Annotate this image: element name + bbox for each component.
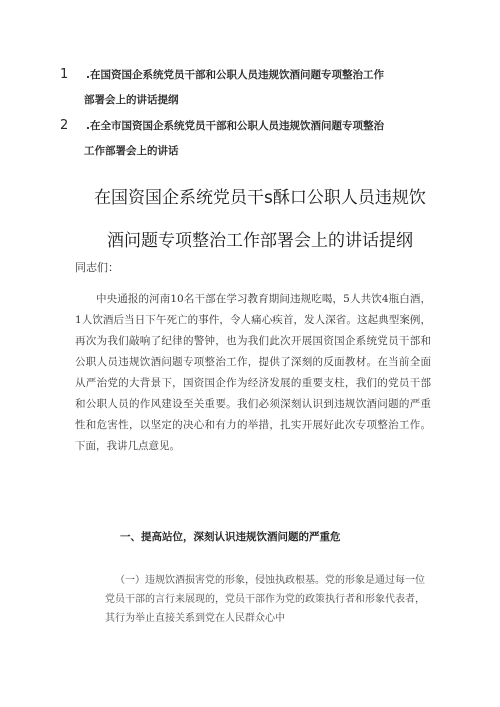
body-text bbox=[75, 289, 431, 457]
section-heading: 一、提高站位，深刻认识违规饮酒问题的严重危 bbox=[120, 531, 341, 543]
toc-number: 2 bbox=[60, 118, 69, 133]
document-title bbox=[70, 177, 450, 263]
toc-number: 1 bbox=[60, 67, 69, 82]
toc-line-continued: 部署会上的讲话提纲 bbox=[84, 94, 179, 106]
toc-line: .在国资国企系统党员干部和公职人员违规饮酒问题专项整治工作 bbox=[86, 69, 384, 81]
toc-line: .在全市国资国企系统党员干部和公职人员违规饮酒问题专项整治 bbox=[86, 120, 384, 132]
title-line-2: 酒问题专项整治工作部署会上的讲话提纲 bbox=[107, 231, 413, 251]
toc-line-continued: 工作部署会上的讲话 bbox=[84, 145, 179, 157]
subsection-paragraph: （一）违规饮酒损害党的形象，侵蚀执政根基。党的形象是通过每一位党员干部的言行来展现的，党员干部作为党的政策执行者和形象代表者，其行为举止直接关系到党在人民群众心中 bbox=[105, 575, 425, 624]
subsection-text bbox=[105, 571, 425, 628]
body-paragraph: 中央通报的河南10名干部在学习教育期间违规吃喝，5人共饮4瓶白酒，1人饮酒后当日下午死亡的事件，令人痛心疾首，发人深省。这起典型案例，再次为我们敲响了纪律的警钟，也为我们此次开展国资国企系统党员干部和公职人员违规饮酒问题专项整治工作，提供了深刻的反面教材。在当前全面从严治党的大背景下，国资国企作为经济发展的重要支柱，我们的党员干部和公职人员的作风建设至关重要。我们必须深刻认识到违规饮酒问题的严重性和危害性，以坚定的决心和有力的举措，扎实开展好此次专项整治工作。下面，我讲几点意见。 bbox=[75, 293, 431, 452]
toc-item[interactable] bbox=[60, 62, 460, 113]
toc-item[interactable] bbox=[60, 113, 460, 164]
title-line-1: 在国资国企系统党员干s酥口公职人员违规饮 bbox=[94, 188, 426, 208]
table-of-contents bbox=[60, 62, 460, 164]
salutation: 同志们： bbox=[75, 261, 119, 274]
